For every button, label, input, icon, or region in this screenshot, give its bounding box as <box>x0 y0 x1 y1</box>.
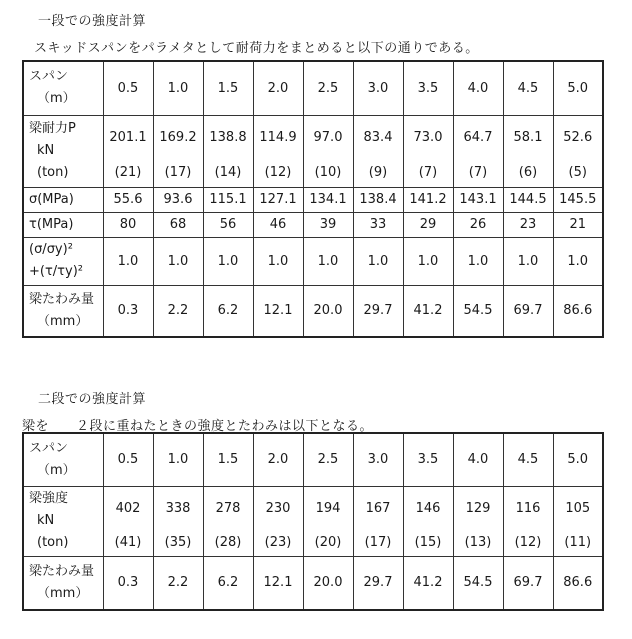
deflection-cell: 69.7 <box>503 285 553 337</box>
strength-kn-cell: 338 <box>153 486 203 530</box>
span-header <box>23 61 103 115</box>
load-ton-cell: (12) <box>253 159 303 187</box>
span-cell: 3.0 <box>353 433 403 486</box>
ratio-cell: 1.0 <box>503 237 553 285</box>
load-header-unit-ton: (ton) <box>37 165 69 180</box>
ratio-cell: 1.0 <box>253 237 303 285</box>
load-ton-cell: (7) <box>403 159 453 187</box>
deflection-header <box>23 285 103 337</box>
tau-cell: 46 <box>253 212 303 237</box>
span-header-label: スパン <box>29 69 69 85</box>
span-cell: 5.0 <box>553 433 603 486</box>
load-kn-cell: 201.1 <box>103 115 153 159</box>
strength-kn-cell: 402 <box>103 486 153 530</box>
sigma-cell: 134.1 <box>303 187 353 212</box>
sigma-cell: 143.1 <box>453 187 503 212</box>
span-cell: 4.0 <box>453 61 503 115</box>
sigma-cell: 115.1 <box>203 187 253 212</box>
ratio-cell: 1.0 <box>103 237 153 285</box>
deflection-header-unit: （mm） <box>37 585 89 601</box>
deflection-cell: 6.2 <box>203 285 253 337</box>
tau-row <box>23 212 603 237</box>
sigma-cell: 127.1 <box>253 187 303 212</box>
strength-ton-cell: (20) <box>303 530 353 556</box>
section2-description: 梁を ２段に重ねたときの強度とたわみは以下となる。 <box>22 419 374 434</box>
strength-header-unit-ton: (ton) <box>37 535 69 550</box>
deflection-cell: 86.6 <box>553 556 603 610</box>
span-cell: 4.5 <box>503 61 553 115</box>
span-cell: 3.5 <box>403 433 453 486</box>
deflection-cell: 12.1 <box>253 285 303 337</box>
strength-header-unit-kn: kN <box>37 513 55 528</box>
sigma-cell: 141.2 <box>403 187 453 212</box>
tau-cell: 29 <box>403 212 453 237</box>
load-kn-cell: 73.0 <box>403 115 453 159</box>
strength-kn-cell: 194 <box>303 486 353 530</box>
load-header-unit-kn: kN <box>37 143 55 158</box>
deflection-cell: 29.7 <box>353 285 403 337</box>
ratio-header-line2: +(τ/τy)² <box>29 264 83 279</box>
tau-cell: 39 <box>303 212 353 237</box>
load-kn-cell: 138.8 <box>203 115 253 159</box>
deflection-cell: 54.5 <box>453 285 503 337</box>
sigma-row <box>23 187 603 212</box>
span-cell: 4.0 <box>453 433 503 486</box>
load-ton-cell: (5) <box>553 159 603 187</box>
sigma-header: σ(MPa) <box>23 187 103 212</box>
sigma-cell: 55.6 <box>103 187 153 212</box>
sigma-cell: 144.5 <box>503 187 553 212</box>
span-header-unit: （m） <box>37 91 76 107</box>
span-header-unit: （m） <box>37 462 76 478</box>
span-cell: 3.0 <box>353 61 403 115</box>
load-kn-cell: 58.1 <box>503 115 553 159</box>
tau-cell: 23 <box>503 212 553 237</box>
ratio-header-line1: (σ/σy)² <box>29 242 73 257</box>
strength-ton-cell: (13) <box>453 530 503 556</box>
deflection-cell: 41.2 <box>403 556 453 610</box>
strength-kn-cell: 116 <box>503 486 553 530</box>
deflection-cell: 0.3 <box>103 285 153 337</box>
deflection-cell: 20.0 <box>303 556 353 610</box>
tau-cell: 21 <box>553 212 603 237</box>
strength-kn-cell: 129 <box>453 486 503 530</box>
tau-cell: 68 <box>153 212 203 237</box>
load-kn-cell: 52.6 <box>553 115 603 159</box>
deflection-cell: 0.3 <box>103 556 153 610</box>
section1-description: スキッドスパンをパラメタとして耐荷力をまとめると以下の通りである。 <box>34 41 479 56</box>
strength-ton-cell: (28) <box>203 530 253 556</box>
span-row <box>23 433 603 486</box>
span-cell: 2.5 <box>303 433 353 486</box>
sigma-cell: 93.6 <box>153 187 203 212</box>
deflection-row <box>23 285 603 337</box>
strength-ton-cell: (41) <box>103 530 153 556</box>
section2-heading: 二段での強度計算 <box>38 392 147 407</box>
sigma-cell: 145.5 <box>553 187 603 212</box>
tau-cell: 56 <box>203 212 253 237</box>
span-cell: 1.0 <box>153 61 203 115</box>
strength-ton-cell: (11) <box>553 530 603 556</box>
deflection-cell: 20.0 <box>303 285 353 337</box>
strength-header <box>23 486 103 556</box>
span-cell: 2.5 <box>303 61 353 115</box>
deflection-header-label: 梁たわみ量 <box>29 291 95 307</box>
strength-table-double <box>22 432 604 611</box>
deflection-header-unit: （mm） <box>37 313 89 329</box>
sigma-cell: 138.4 <box>353 187 403 212</box>
ratio-cell: 1.0 <box>303 237 353 285</box>
load-ton-cell: (14) <box>203 159 253 187</box>
load-kn-cell: 114.9 <box>253 115 303 159</box>
load-kn-cell: 169.2 <box>153 115 203 159</box>
strength-ton-cell: (35) <box>153 530 203 556</box>
strength-kn-cell: 167 <box>353 486 403 530</box>
ratio-cell: 1.0 <box>453 237 503 285</box>
deflection-cell: 86.6 <box>553 285 603 337</box>
span-cell: 4.5 <box>503 433 553 486</box>
strength-header-label: 梁強度 <box>29 491 69 506</box>
span-cell: 1.0 <box>153 433 203 486</box>
load-header-label: 梁耐力P <box>29 121 76 136</box>
load-ton-cell: (6) <box>503 159 553 187</box>
deflection-cell: 2.2 <box>153 285 203 337</box>
load-ton-cell: (17) <box>153 159 203 187</box>
section1-heading: 一段での強度計算 <box>38 14 147 29</box>
load-kn-cell: 97.0 <box>303 115 353 159</box>
ratio-cell: 1.0 <box>353 237 403 285</box>
span-cell: 0.5 <box>103 433 153 486</box>
tau-header: τ(MPa) <box>23 212 103 237</box>
deflection-cell: 69.7 <box>503 556 553 610</box>
strength-ton-row <box>23 530 603 556</box>
span-header-label: スパン <box>29 440 69 456</box>
strength-kn-cell: 278 <box>203 486 253 530</box>
span-cell: 5.0 <box>553 61 603 115</box>
load-kn-cell: 83.4 <box>353 115 403 159</box>
load-kn-row <box>23 115 603 159</box>
span-row <box>23 61 603 115</box>
strength-ton-cell: (15) <box>403 530 453 556</box>
span-cell: 2.0 <box>253 433 303 486</box>
span-cell: 3.5 <box>403 61 453 115</box>
strength-kn-cell: 146 <box>403 486 453 530</box>
deflection-row <box>23 556 603 610</box>
deflection-header <box>23 556 103 610</box>
strength-ton-cell: (17) <box>353 530 403 556</box>
ratio-cell: 1.0 <box>553 237 603 285</box>
ratio-cell: 1.0 <box>403 237 453 285</box>
load-ton-cell: (10) <box>303 159 353 187</box>
load-ton-cell: (21) <box>103 159 153 187</box>
strength-kn-row <box>23 486 603 530</box>
span-header <box>23 433 103 486</box>
load-ton-row <box>23 159 603 187</box>
ratio-header <box>23 237 103 285</box>
load-ton-cell: (7) <box>453 159 503 187</box>
ratio-cell: 1.0 <box>153 237 203 285</box>
load-header <box>23 115 103 187</box>
ratio-row <box>23 237 603 285</box>
deflection-cell: 2.2 <box>153 556 203 610</box>
strength-ton-cell: (12) <box>503 530 553 556</box>
deflection-cell: 54.5 <box>453 556 503 610</box>
deflection-header-label: 梁たわみ量 <box>29 563 95 579</box>
load-kn-cell: 64.7 <box>453 115 503 159</box>
strength-table-single <box>22 60 604 338</box>
span-cell: 0.5 <box>103 61 153 115</box>
deflection-cell: 12.1 <box>253 556 303 610</box>
span-cell: 1.5 <box>203 433 253 486</box>
strength-kn-cell: 105 <box>553 486 603 530</box>
deflection-cell: 6.2 <box>203 556 253 610</box>
span-cell: 1.5 <box>203 61 253 115</box>
strength-ton-cell: (23) <box>253 530 303 556</box>
deflection-cell: 41.2 <box>403 285 453 337</box>
span-cell: 2.0 <box>253 61 303 115</box>
deflection-cell: 29.7 <box>353 556 403 610</box>
tau-cell: 33 <box>353 212 403 237</box>
strength-kn-cell: 230 <box>253 486 303 530</box>
tau-cell: 26 <box>453 212 503 237</box>
tau-cell: 80 <box>103 212 153 237</box>
ratio-cell: 1.0 <box>203 237 253 285</box>
load-ton-cell: (9) <box>353 159 403 187</box>
